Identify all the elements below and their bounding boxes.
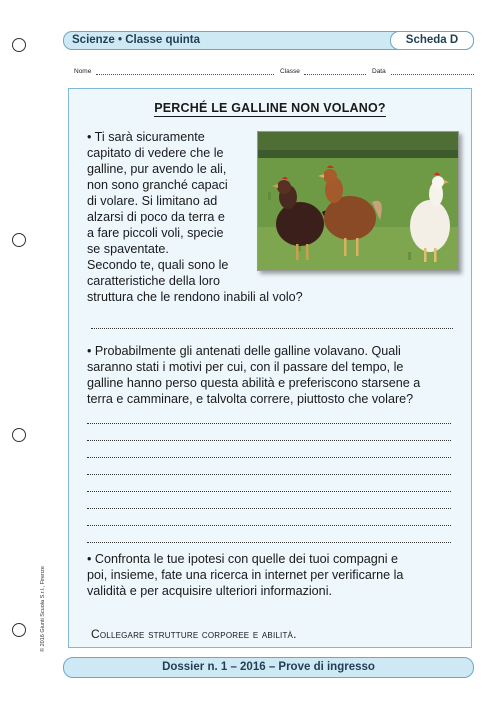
exercise-panel [68, 88, 472, 648]
answer-line[interactable] [87, 507, 451, 509]
binder-hole-2 [12, 233, 26, 247]
class-label: Classe [280, 68, 300, 75]
answer-line[interactable] [87, 541, 451, 543]
question-1-line: non sono granché capaci [87, 178, 228, 192]
date-field[interactable] [391, 73, 474, 75]
class-field[interactable] [304, 73, 366, 75]
question-2-line: galline hanno perso questa abilità e preferiscono starsene a [87, 376, 421, 390]
question-2 [87, 343, 420, 407]
answer-line[interactable] [87, 490, 451, 492]
question-3-line: poi, insieme, fate una ricerca in internet per verificarne la [87, 568, 404, 582]
question-1-line: alzarsi di poco da terra e [87, 210, 225, 224]
subject-label: Scienze • Classe quinta [72, 34, 201, 46]
question-2-line: • Probabilmente gli antenati delle galline volavano. Quali [87, 344, 401, 358]
name-label: Nome [74, 68, 92, 75]
binder-hole-4 [12, 623, 26, 637]
question-2-line: terra e camminare, e talvolta correre, piuttosto che volare? [87, 392, 414, 406]
name-field[interactable] [96, 73, 274, 75]
chickens-photo [257, 131, 459, 271]
learning-objective: Collegare strutture corporee e abilità. [91, 627, 297, 641]
question-1-line: a fare piccoli voli, specie [87, 226, 224, 240]
answer-line[interactable] [87, 422, 451, 424]
question-1-line: caratteristiche della loro [87, 274, 220, 288]
question-1-line: se spaventate. [87, 242, 169, 256]
question-2-line: saranno stati i motivi per cui, con il passare del tempo, le [87, 360, 404, 374]
question-3-line: • Confronta le tue ipotesi con quelle dei tuoi compagni e [87, 552, 399, 566]
question-1-line: Secondo te, quali sono le [87, 258, 229, 272]
binder-hole-1 [12, 38, 26, 52]
question-1-line: • Ti sarà sicuramente [87, 130, 205, 144]
binder-hole-3 [12, 428, 26, 442]
question-1-line: galline, pur avendo le ali, [87, 162, 227, 176]
answer-line[interactable] [87, 524, 451, 526]
footer-bar: Dossier n. 1 – 2016 – Prove di ingresso [63, 657, 474, 678]
question-1-line: capitato di vedere che le [87, 146, 224, 160]
date-label: Data [372, 68, 386, 75]
question-3 [87, 551, 403, 599]
question-1-line: di volare. Si limitano ad [87, 194, 218, 208]
question-1-line: struttura che le rendono inabili al volo? [87, 290, 303, 304]
header-bar [63, 31, 474, 50]
exercise-title: PERCHÉ LE GALLINE NON VOLANO? [154, 101, 386, 115]
answer-line[interactable] [91, 327, 453, 329]
answer-line[interactable] [87, 456, 451, 458]
sheet-label: Scheda D [390, 31, 474, 50]
copyright-notice: © 2016 Giunti Scuola S.r.l., Firenze [40, 566, 46, 652]
answer-line[interactable] [87, 473, 451, 475]
question-3-line: validità e per acquisire ulteriori informazioni. [87, 584, 332, 598]
answer-line[interactable] [87, 439, 451, 441]
